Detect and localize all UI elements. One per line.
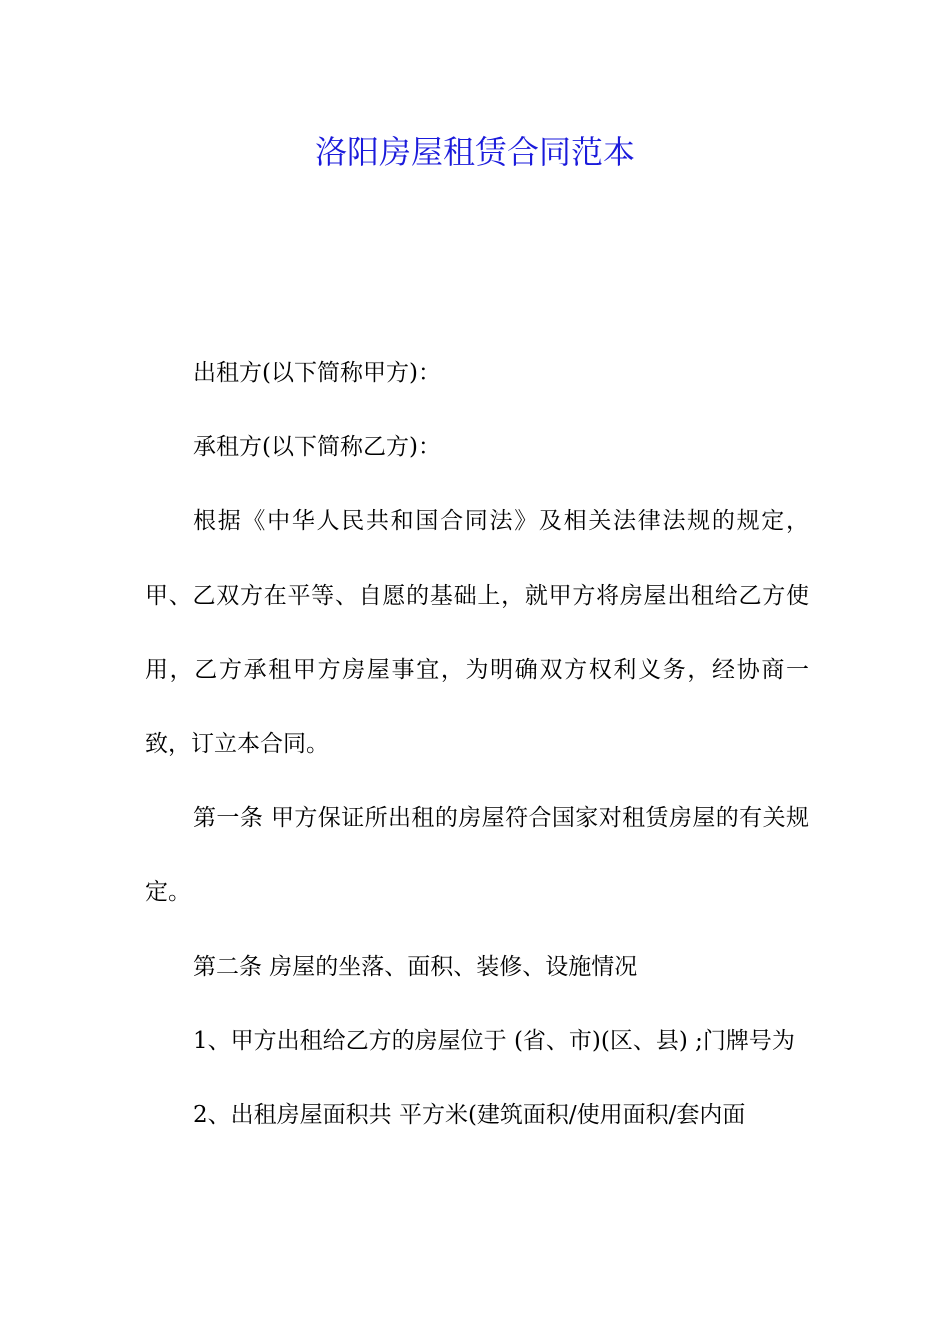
paragraph-preamble: 根据《中华人民共和国合同法》及相关法律法规的规定，甲、乙双方在平等、自愿的基础上，就甲方将房屋出租给乙方使用，乙方承租甲方房屋事宜，为明确双方权利义务，经协商一致，订立本合同。	[145, 508, 809, 758]
paragraph-article-1: 第一条 甲方保证所出租的房屋符合国家对租赁房屋的有关规定。	[145, 805, 809, 906]
paragraph-article-2-item-2: 2、出租房屋面积共 平方米(建筑面积/使用面积/套内面	[193, 1102, 746, 1129]
paragraph-article-2-item-1: 1、甲方出租给乙方的房屋位于 (省、市)(区、县) ;门牌号为	[193, 1027, 795, 1054]
paragraph-lessor: 出租方(以下简称甲方)：	[193, 360, 441, 386]
paragraph-lessee: 承租方(以下简称乙方)：	[193, 434, 441, 461]
document-title: 洛阳房屋租赁合同范本	[314, 133, 635, 171]
document-body	[145, 336, 809, 1152]
paragraph-article-2-heading: 第二条 房屋的坐落、面积、装修、设施情况	[193, 953, 638, 980]
